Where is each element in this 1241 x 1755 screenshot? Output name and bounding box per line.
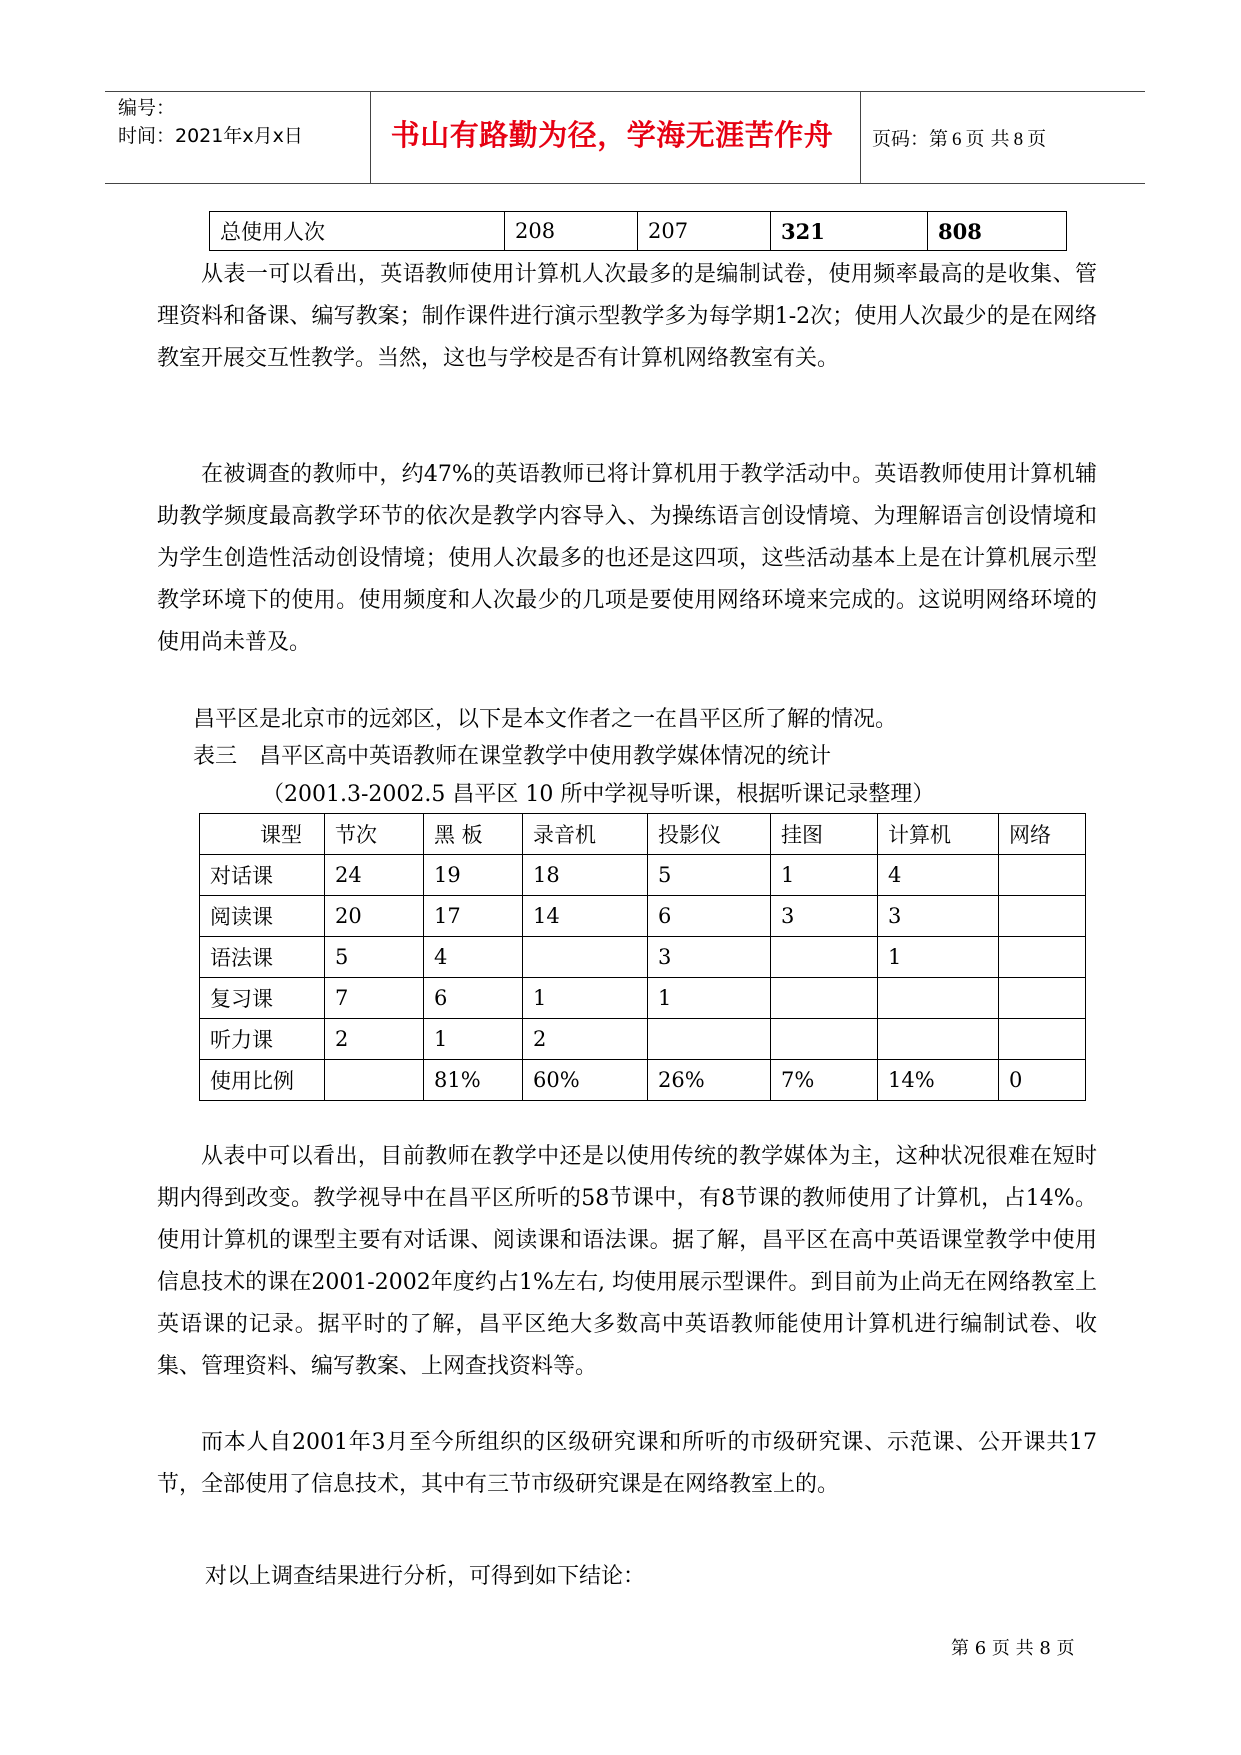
table-cell: 60% [523, 1060, 648, 1101]
table3-title: 表三 昌平区高中英语教师在课堂教学中使用教学媒体情况的统计 [193, 744, 832, 769]
page-current: 6 [952, 129, 962, 150]
table-cell [523, 937, 648, 978]
table-cell: 复习课 [200, 978, 325, 1019]
table-row [200, 1019, 1086, 1060]
table-cell: 5 [325, 937, 424, 978]
table-cell: 4 [424, 937, 523, 978]
table-cell: 808 [928, 212, 1067, 251]
table-header-cell: 节次 [325, 814, 424, 855]
table-cell: 207 [638, 212, 771, 251]
page-footer: 第 6 页 共 8 页 [951, 1638, 1075, 1659]
table-cell: 使用比例 [200, 1060, 325, 1101]
table-header-cell: 网络 [999, 814, 1086, 855]
table-cell: 听力课 [200, 1019, 325, 1060]
table-row [200, 1060, 1086, 1101]
table-cell [771, 978, 878, 1019]
table-row [210, 212, 1067, 251]
table-cell [878, 978, 999, 1019]
table3-subtitle: （2001.3-2002.5 昌平区 10 所中学视导听课，根据听课记录整理） [262, 782, 935, 807]
header-top-rule [105, 91, 1145, 92]
table-cell: 6 [424, 978, 523, 1019]
table-cell: 18 [523, 855, 648, 896]
table-header-cell: 课型 [200, 814, 325, 855]
page-prefix: 页码：第 [872, 128, 949, 150]
paragraph-4: 从表中可以看出，目前教师在教学中还是以使用传统的教学媒体为主，这种状况很难在短时期内得到改变。教学视导中在昌平区所听的58节课中，有8节课的教师使用了计算机，占14%。使用计算机的课型主要有对话课、阅读课和语法课。据了解，昌平区在高中英语课堂教学中使用信息技术的课在2001-2002年度约占1%左右, 均使用展示型课件。到目前为止尚无在网络教室上英语课的记录。据平时的了解，昌平区绝大多数高中英语教师能使用计算机进行编制试卷、收集、管理资料、编写教案、上网查找资料等。 [157, 1144, 1097, 1379]
paragraph-3: 昌平区是北京市的远郊区，以下是本文作者之一在昌平区所了解的情况。 [193, 707, 898, 732]
table-cell [878, 1019, 999, 1060]
table-row [200, 855, 1086, 896]
media-usage-table [199, 813, 1086, 1101]
table-cell [999, 978, 1086, 1019]
table-cell: 24 [325, 855, 424, 896]
table-cell: 14% [878, 1060, 999, 1101]
table-cell: 4 [878, 855, 999, 896]
table-cell: 5 [648, 855, 771, 896]
doc-time: 时间：2021年x月x日 [118, 125, 303, 147]
table-header-row [200, 814, 1086, 855]
table-cell: 1 [424, 1019, 523, 1060]
table-cell: 1 [648, 978, 771, 1019]
table-cell: 7% [771, 1060, 878, 1101]
table-cell: 1 [878, 937, 999, 978]
page-suffix: 页 [1027, 128, 1047, 150]
table-cell: 1 [523, 978, 648, 1019]
table-row [200, 896, 1086, 937]
table-cell: 3 [648, 937, 771, 978]
table-header-cell: 录音机 [523, 814, 648, 855]
table-cell: 3 [771, 896, 878, 937]
header-meta [118, 94, 303, 150]
paragraph-2: 在被调查的教师中，约47%的英语教师已将计算机用于教学活动中。英语教师使用计算机辅助教学频度最高教学环节的依次是教学内容导入、为操练语言创设情境、为理解语言创设情境和为学生创造性活动创设情境；使用人次最多的也还是这四项，这些活动基本上是在计算机展示型教学环境下的使用。使用频度和人次最少的几项是要使用网络环境来完成的。这说明网络环境的使用尚未普及。 [157, 462, 1097, 655]
header-divider-right [860, 91, 861, 183]
table-cell: 6 [648, 896, 771, 937]
table-cell [999, 1019, 1086, 1060]
table-cell [999, 855, 1086, 896]
table-row [200, 978, 1086, 1019]
header-bottom-rule [105, 183, 1145, 184]
table-cell: 2 [325, 1019, 424, 1060]
table-cell: 81% [424, 1060, 523, 1101]
table-header-cell: 投影仪 [648, 814, 771, 855]
table-cell: 总使用人次 [210, 212, 505, 251]
table-cell: 3 [878, 896, 999, 937]
table-cell: 14 [523, 896, 648, 937]
table-header-cell: 计算机 [878, 814, 999, 855]
paragraph-1: 从表一可以看出，英语教师使用计算机人次最多的是编制试卷，使用频率最高的是收集、管理资料和备课、编写教案；制作课件进行演示型教学多为每学期1-2次；使用人次最少的是在网络教室开展交互性教学。当然，这也与学校是否有计算机网络教室有关。 [157, 262, 1097, 371]
paragraph-6: 对以上调查结果进行分析，可得到如下结论： [205, 1564, 646, 1589]
table-cell: 17 [424, 896, 523, 937]
table1-total-row [209, 211, 1067, 251]
table-cell: 208 [505, 212, 638, 251]
table-cell [325, 1060, 424, 1101]
table-cell: 321 [771, 212, 928, 251]
doc-number-label: 编号： [118, 97, 176, 119]
table-cell: 语法课 [200, 937, 325, 978]
table-cell: 阅读课 [200, 896, 325, 937]
header-divider-left [370, 91, 371, 183]
paragraph-5: 而本人自2001年3月至今所组织的区级研究课和所听的市级研究课、示范课、公开课共17节，全部使用了信息技术，其中有三节市级研究课是在网络教室上的。 [157, 1430, 1097, 1497]
table-cell: 7 [325, 978, 424, 1019]
table-header-cell: 黑 板 [424, 814, 523, 855]
table-cell: 1 [771, 855, 878, 896]
header-page-info [872, 124, 1046, 151]
table-cell [648, 1019, 771, 1060]
table-cell: 对话课 [200, 855, 325, 896]
table-cell: 2 [523, 1019, 648, 1060]
table-cell: 26% [648, 1060, 771, 1101]
table-cell [999, 937, 1086, 978]
page-mid: 页 共 [965, 128, 1010, 150]
table-cell [771, 937, 878, 978]
header-motto: 书山有路勤为径，学海无涯苦作舟 [390, 118, 834, 152]
table-cell: 20 [325, 896, 424, 937]
table-cell [999, 896, 1086, 937]
table-cell [771, 1019, 878, 1060]
table-cell: 0 [999, 1060, 1086, 1101]
table-header-cell: 挂图 [771, 814, 878, 855]
table-cell: 19 [424, 855, 523, 896]
page-total: 8 [1013, 129, 1024, 150]
table-row [200, 937, 1086, 978]
